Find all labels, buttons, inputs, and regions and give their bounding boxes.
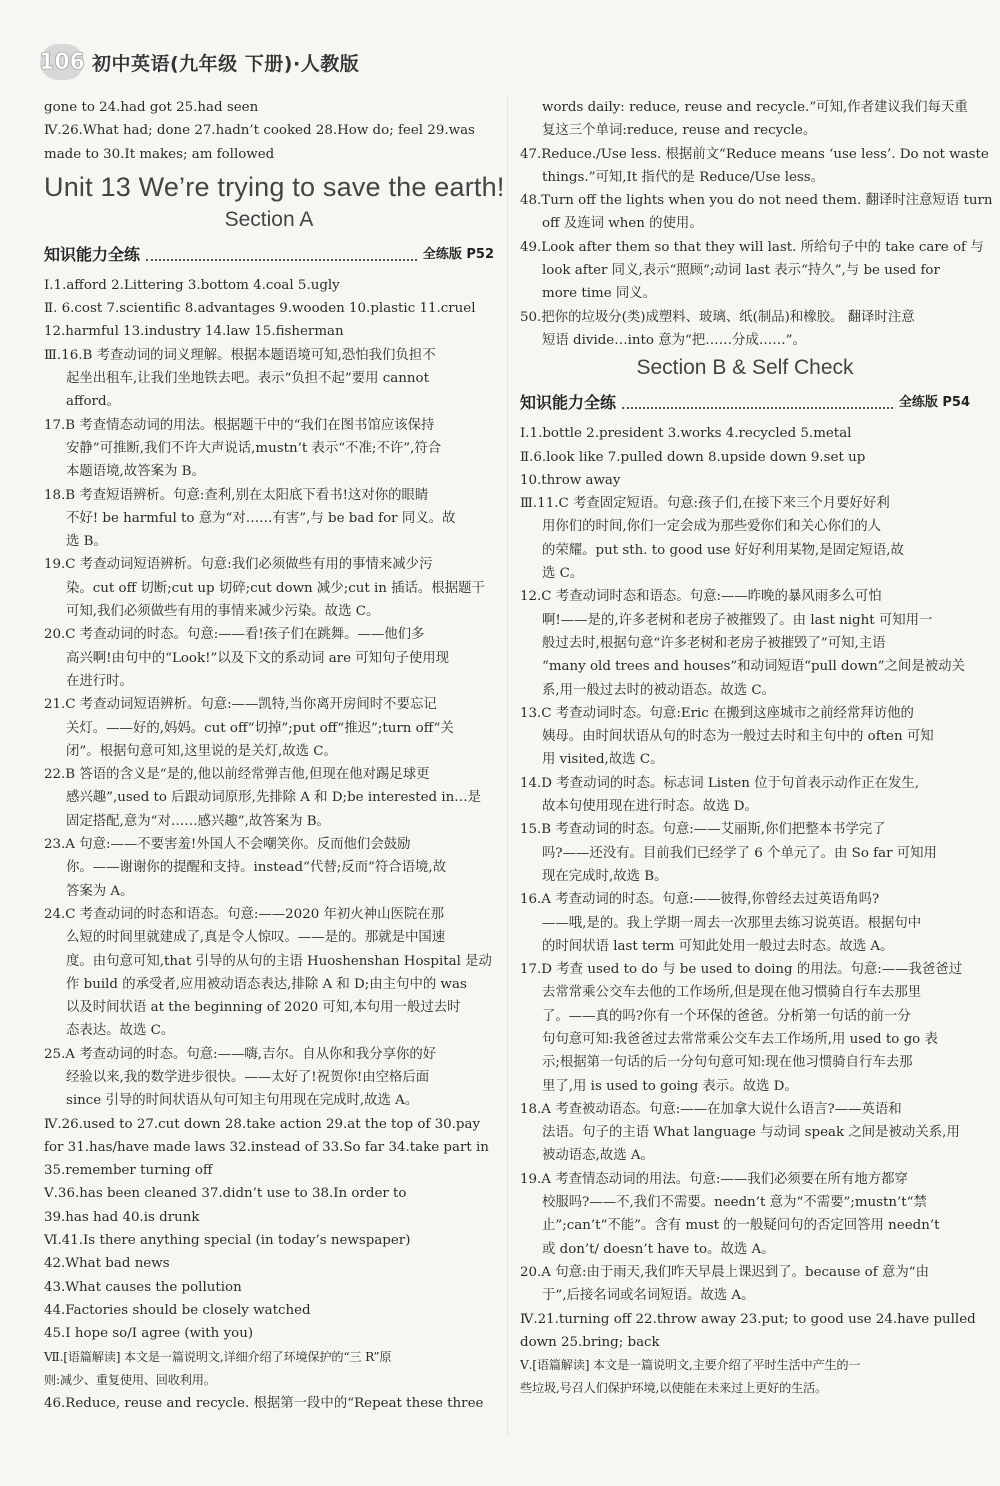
- answer-line: 13.C 考查动词时态。句意:Eric 在搬到这座城市之前经常拜访他的: [520, 705, 914, 721]
- answer-line: Ⅰ.1.bottle 2.president 3.works 4.recycled 5.metal: [520, 426, 852, 442]
- answer-line: 用你们的时间,你们一定会成为那些爱你们和关心你们的人: [542, 519, 882, 535]
- answer-line: 47.Reduce./Use less. 根据前文“Reduce means ‘use less’. Do not waste: [520, 146, 989, 162]
- page-number: 106: [40, 44, 84, 80]
- answer-line: 45.I hope so/I agree (with you): [44, 1326, 254, 1342]
- answer-line: Ⅴ.36.has been cleaned 37.didn’t use to 38.In order to: [44, 1186, 407, 1202]
- answer-line: Ⅴ.[语篇解读] 本文是一篇说明文,主要介绍了平时生活中产生的一: [520, 1358, 861, 1373]
- answer-line: Ⅳ.26.used to 27.cut down 28.take action 29.at the top of 30.pay: [44, 1116, 481, 1132]
- answer-line: 句句意可知:我爸爸过去常常乘公交车去工作场所,用 used to go 表: [542, 1031, 938, 1047]
- answer-line: 校服吗?——不,我们不需要。needn’t 意为“不需要”;mustn’t“禁: [542, 1195, 927, 1211]
- answer-line: 选 C。: [542, 566, 584, 582]
- answer-line: 46.Reduce, reuse and recycle. 根据第一段中的“Repeat these three: [44, 1396, 484, 1412]
- answer-line: Ⅳ.21.turning off 22.throw away 23.put; to good use 24.have pulled: [520, 1311, 976, 1327]
- answer-line: things.”可知,It 指代的是 Reduce/Use less。: [542, 169, 825, 185]
- answer-line: 24.C 考查动词的时态和语态。句意:——2020 年初火神山医院在那: [44, 906, 445, 922]
- knowledge-ref: 全练版 P54: [898, 394, 970, 410]
- knowledge-heading: [520, 384, 970, 422]
- answer-line: 10.throw away: [520, 472, 621, 488]
- answer-line: 态表达。故选 C。: [66, 1023, 175, 1039]
- section-title: Section B & Self Check: [636, 356, 854, 380]
- answer-line: words daily: reduce, reuse and recycle.”可知,作者建议我们每天重: [542, 100, 968, 115]
- answer-line: 39.has had 40.is drunk: [44, 1209, 200, 1225]
- answer-line: 里了,用 is used to going 表示。故选 D。: [542, 1078, 798, 1094]
- answer-line: 用 visited,故选 C。: [542, 752, 664, 768]
- answer-line: afford。: [66, 394, 120, 410]
- answer-line: 去常常乘公交车去他的工作场所,但是现在他习惯骑自行车去那里: [542, 985, 922, 1001]
- answer-line: 关灯。——好的,妈妈。cut off“切掉”;put off“推迟”;turn off“关: [66, 720, 454, 736]
- answer-line: 23.A 句意:——不要害羞!外国人不会嘲笑你。反而他们会鼓励: [44, 837, 411, 853]
- answer-line: 19.A 考查情态动词的用法。句意:——我们必须要在所有地方都穿: [520, 1171, 908, 1187]
- book-title: 初中英语(九年级 下册)·人教版: [92, 52, 360, 75]
- answer-line: 答案为 A。: [66, 883, 134, 899]
- answer-line: 19.C 考查动词短语辨析。句意:我们必须做些有用的事情来减少污: [44, 557, 433, 573]
- answer-line: 复这三个单词:reduce, reuse and recycle。: [542, 123, 817, 139]
- answer-line: 43.What causes the pollution: [44, 1279, 242, 1295]
- answer-line: 么短的时间里就建成了,真是令人惊叹。——是的。那就是中国速: [66, 930, 446, 946]
- unit-title: Unit 13 We’re trying to save the earth!: [44, 171, 505, 202]
- answer-line: for 31.has/have made laws 32.instead of 33.So far 34.take part in: [44, 1139, 489, 1155]
- knowledge-title: 知识能力全练: [44, 244, 141, 264]
- answer-line: 止”;can’t“不能”。含有 must 的一般疑问句的否定回答用 needn’t: [542, 1218, 940, 1234]
- answer-line: more time 同义。: [542, 286, 657, 302]
- answer-line: look after 同义,表示“照顾”;动词 last 表示“持久”,与 be used for: [542, 263, 940, 279]
- answer-line: 42.What bad news: [44, 1256, 170, 1272]
- knowledge-title: 知识能力全练: [520, 392, 617, 412]
- right-column: [520, 96, 993, 1401]
- text-line: made to 30.It makes; am followed: [44, 146, 275, 162]
- answer-line: 以及时间状语 at the beginning of 2020 可知,本句用一般过去时: [66, 1000, 461, 1016]
- answer-line: 17.B 考查情态动词的用法。根据题干中的“我们在图书馆应该保持: [44, 417, 435, 433]
- answer-line: 了。——真的吗?你有一个环保的爸爸。分析第一句话的前一分: [542, 1008, 911, 1024]
- answer-line: 选 B。: [66, 534, 107, 550]
- dotted-leader: [622, 407, 893, 409]
- answer-line: 20.C 考查动词的时态。句意:——看!孩子们在跳舞。——他们多: [44, 627, 425, 643]
- answer-line: 17.D 考查 used to do 与 be used to doing 的用法。句意:——我爸爸过: [520, 962, 963, 978]
- answer-line: 18.A 考查被动语态。句意:——在加拿大说什么语言?——英语和: [520, 1101, 902, 1117]
- answer-line: 48.Turn off the lights when you do not need them. 翻译时注意短语 turn: [520, 193, 993, 209]
- answer-line: 姨母。由时间状语从句的时态为一般过去时和主句中的 often 可知: [542, 729, 934, 745]
- answer-line: 可知,我们必须做些有用的事情来减少污染。故选 C。: [66, 604, 380, 620]
- answer-line: 些垃圾,号召人们保护环境,以使能在未来过上更好的生活。: [520, 1381, 828, 1396]
- answer-line: 在进行时。: [66, 673, 133, 689]
- answer-line: 或 don’t/ doesn’t have to。故选 A。: [542, 1241, 775, 1257]
- answer-line: 起坐出租车,让我们坐地铁去吧。表示“负担不起”要用 cannot: [66, 371, 429, 387]
- answer-line: since 引导的时间状语从句可知主句用现在完成时,故选 A。: [66, 1093, 419, 1109]
- answer-line: 于”,后接名词或名词短语。故选 A。: [542, 1288, 755, 1304]
- answer-line: 度。由句意可知,that 引导的从句的主语 Huoshenshan Hospital 是动: [66, 953, 492, 969]
- knowledge-heading: [44, 236, 494, 274]
- answer-line: 被动语态,故选 A。: [542, 1148, 654, 1164]
- answer-line: 作 build 的承受者,应用被动语态表达,排除 A 和 D;由主句中的 was: [66, 976, 467, 992]
- answer-line: 15.B 考查动词的时态。句意:——艾丽斯,你们把整本书学完了: [520, 822, 886, 838]
- answer-line: Ⅱ.6.look like 7.pulled down 8.upside down 9.set up: [520, 449, 866, 465]
- answer-line: 法语。句子的主语 What language 与动词 speak 之间是被动关系,用: [542, 1125, 960, 1141]
- answer-line: down 25.bring; back: [520, 1334, 660, 1350]
- answer-line: 22.B 答语的含义是“是的,他以前经常弹吉他,但现在他对踢足球更: [44, 767, 430, 783]
- answer-line: Ⅱ. 6.cost 7.scientific 8.advantages 9.wooden 10.plastic 11.cruel: [44, 301, 476, 317]
- answer-line: 25.A 考查动词的时态。句意:——嗨,吉尔。自从你和我分享你的好: [44, 1046, 437, 1062]
- section-title: Section A: [224, 207, 314, 231]
- answer-line: 现在完成时,故选 B。: [542, 868, 668, 884]
- answer-line: 固定搭配,意为“对……感兴趣”,故答案为 B。: [66, 813, 330, 829]
- answer-line: 则:减少、重复使用、回收利用。: [44, 1372, 216, 1387]
- answer-line: Ⅲ.11.C 考查固定短语。句意:孩子们,在接下来三个月要好好利: [520, 496, 890, 512]
- answer-line: 44.Factories should be closely watched: [44, 1302, 311, 1318]
- answer-line: Ⅵ.41.Is there anything special (in today’s newspaper): [44, 1233, 411, 1249]
- text-line: gone to 24.had got 25.had seen: [44, 100, 259, 115]
- left-column: [44, 96, 505, 1415]
- dotted-leader: [146, 259, 417, 261]
- answer-line: 你。——谢谢你的提醒和支持。instead“代替;反而”符合语境,故: [66, 860, 447, 876]
- answer-line: 本题语境,故答案为 B。: [66, 464, 205, 480]
- answer-line: 经验以来,我的数学进步很快。——太好了!祝贺你!由空格后面: [66, 1069, 430, 1085]
- answer-line: 短语 divide…into 意为“把……分成……”。: [542, 332, 806, 348]
- answer-line: Ⅲ.16.B 考查动词的词义理解。根据本题语境可知,恐怕我们负担不: [44, 347, 436, 363]
- answer-line: 吗?——还没有。目前我们已经学了 6 个单元了。由 So far 可知用: [542, 845, 937, 861]
- answer-line: 般过去时,根据句意“许多老树和老房子被摧毁了”可知,主语: [542, 635, 886, 651]
- answer-line: 12.C 考查动词时态和语态。句意:——昨晚的暴风雨多么可怕: [520, 589, 882, 605]
- answer-line: 14.D 考查动词的时态。标志词 Listen 位于句首表示动作正在发生,: [520, 775, 920, 791]
- answer-line: 啊!——是的,许多老树和老房子被摧毁了。由 last night 可知用一: [542, 612, 933, 628]
- answer-line: Ⅰ.1.afford 2.Littering 3.bottom 4.coal 5.ugly: [44, 277, 340, 293]
- answer-line: 示;根据第一句话的后一分句句意可知:现在他习惯骑自行车去那: [542, 1055, 913, 1071]
- page-header: [40, 44, 359, 80]
- answer-line: 35.remember turning off: [44, 1163, 213, 1179]
- answer-line: 感兴趣”,used to 后跟动词原形,先排除 A 和 D;be interested in…是: [66, 790, 482, 806]
- column-divider: [507, 96, 508, 1436]
- answer-line: 安静”可推断,我们不许大声说话,mustn’t 表示“不准;不许”,符合: [66, 440, 442, 456]
- answer-line: “many old trees and houses”和动词短语“pull down”之间是被动关: [542, 659, 965, 675]
- knowledge-ref: 全练版 P52: [422, 246, 494, 262]
- answer-line: 染。cut off 切断;cut up 切碎;cut down 减少;cut in 插话。根据题干: [66, 580, 485, 596]
- answer-line: 的荣耀。put sth. to good use 好好利用某物,是固定短语,故: [542, 542, 904, 558]
- answer-line: 不好! be harmful to 意为“对……有害”,与 be bad for 同义。故: [66, 510, 456, 526]
- answer-line: 16.A 考查动词的时态。句意:——彼得,你曾经去过英语角吗?: [520, 892, 880, 908]
- answer-line: 20.A 句意:由于雨天,我们昨天早晨上课迟到了。because of 意为“由: [520, 1264, 929, 1280]
- answer-line: 50.把你的垃圾分(类)成塑料、玻璃、纸(制品)和橡胶。 翻译时注意: [520, 309, 915, 325]
- answer-line: 闭”。根据句意可知,这里说的是关灯,故选 C。: [66, 743, 337, 759]
- answer-line: 18.B 考查短语辨析。句意:查利,别在太阳底下看书!这对你的眼睛: [44, 487, 429, 503]
- text-line: Ⅳ.26.What had; done 27.hadn’t cooked 28.How do; feel 29.was: [44, 123, 475, 139]
- answer-line: 高兴啊!由句中的“Look!”以及下文的系动词 are 可知句子使用现: [66, 650, 449, 666]
- answer-line: 的时间状语 last term 可知此处用一般过去时态。故选 A。: [542, 938, 894, 954]
- answer-line: 49.Look after them so that they will last. 所给句子中的 take care of 与: [520, 239, 984, 255]
- answer-line: 故本句使用现在进行时态。故选 D。: [542, 799, 758, 815]
- answer-line: ——哦,是的。我上学期一周去一次那里去练习说英语。根据句中: [542, 915, 922, 931]
- answer-line: 12.harmful 13.industry 14.law 15.fisherman: [44, 324, 344, 340]
- answer-line: 21.C 考查动词短语辨析。句意:——凯特,当你离开房间时不要忘记: [44, 697, 437, 713]
- answer-line: Ⅶ.[语篇解读] 本文是一篇说明文,详细介绍了环境保护的“三 R”原: [44, 1349, 392, 1364]
- answer-line: off 及连词 when 的使用。: [542, 216, 703, 232]
- answer-line: 系,用一般过去时的被动语态。故选 C。: [542, 682, 776, 698]
